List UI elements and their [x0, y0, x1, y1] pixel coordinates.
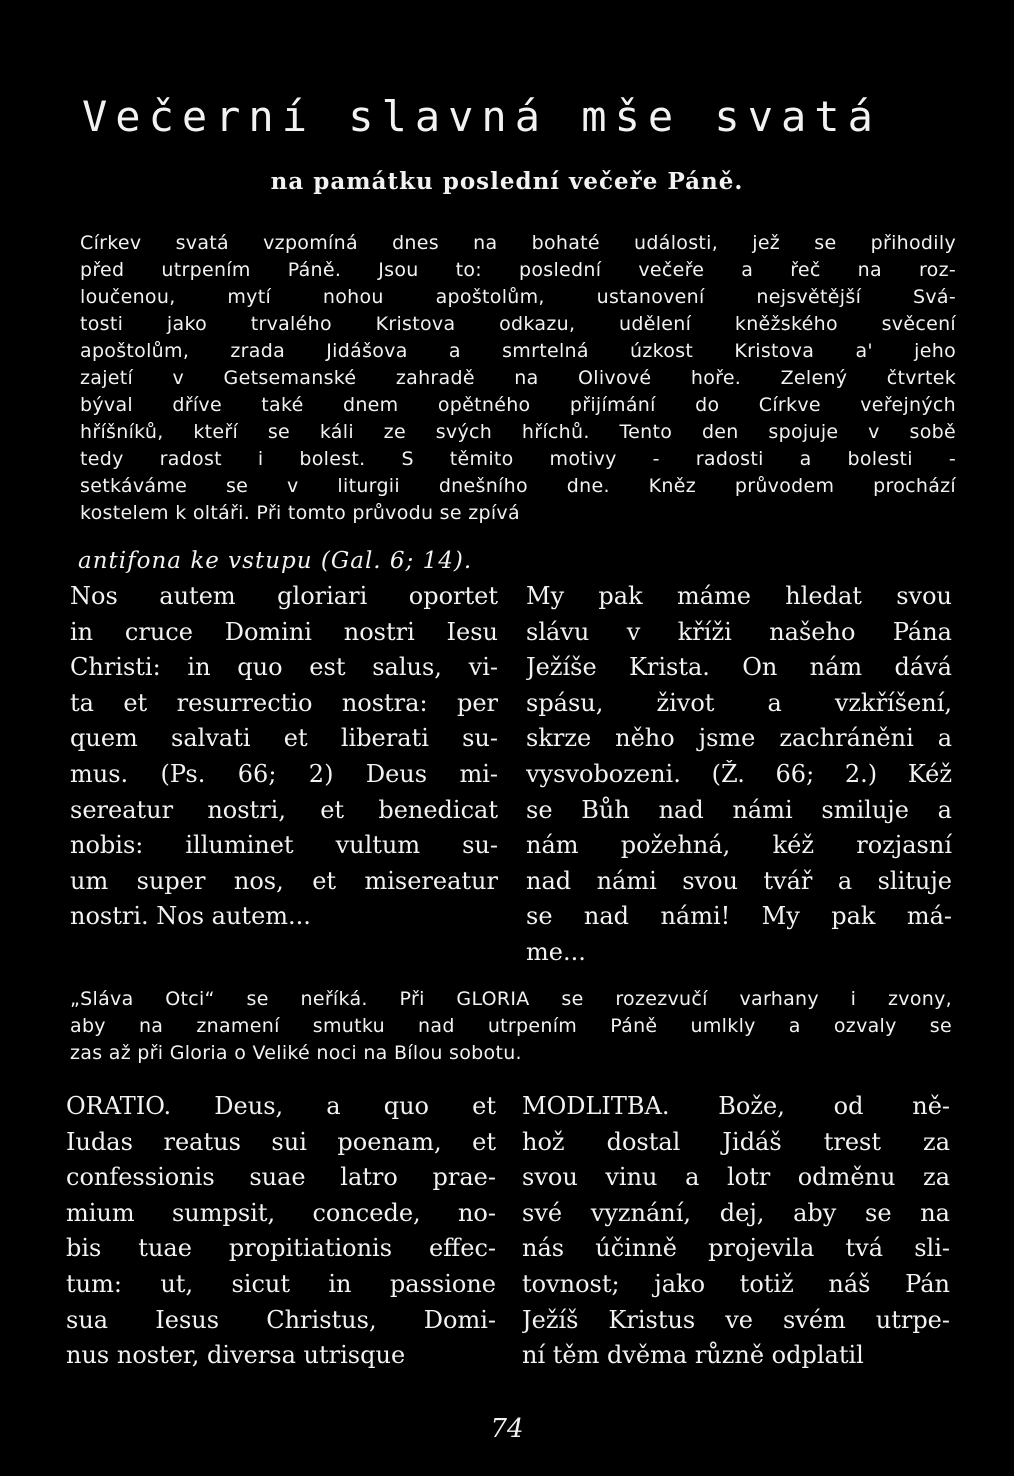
text-line: ORATIO. Deus, a quo et [66, 1092, 496, 1120]
text-line: slávu v kříži našeho Pána [526, 617, 952, 646]
text-line: mium sumpsit, concede, no- [66, 1198, 496, 1227]
text-line: bis tuae propitiationis effec- [66, 1234, 496, 1263]
text-line: apoštolům, zrada Jidášova a smrtelná úzkost Kristova a' jeho [80, 340, 956, 362]
text-line: se nad námi! My pak má- [526, 902, 952, 931]
text-line: svou vinu a lotr odměnu za [522, 1163, 950, 1192]
text-line: Iudas reatus sui poenam, et [66, 1127, 496, 1156]
text-line: hož dostal Jidáš trest za [522, 1127, 950, 1156]
page-title: Večerní slavná mše svatá [82, 92, 881, 141]
text-line: ta et resurrectio nostra: per [70, 688, 498, 717]
text-line: před utrpením Páně. Jsou to: poslední večeře a řeč na roz- [80, 259, 956, 281]
page-number: 74 [490, 1414, 524, 1444]
text-line: tum: ut, sicut in passione [66, 1269, 496, 1298]
text-line: me... [526, 937, 586, 966]
antiphon-czech-column [526, 582, 952, 974]
text-line: nás účinně projevila tvá sli- [522, 1234, 950, 1263]
text-line: zajetí v Getsemanské zahradě na Olivové hoře. Zelený čtvrtek [80, 367, 956, 389]
text-line: Ježíše Krista. On nám dává [526, 653, 952, 682]
text-line: spásu, život a vzkříšení, [526, 688, 952, 717]
text-line: kostelem k oltáři. Při tomto průvodu se zpívá [80, 502, 520, 524]
text-line: in cruce Domini nostri Iesu [70, 617, 498, 646]
text-line: býval dříve také dnem opětného přijímání do Církve veřejných [80, 394, 956, 416]
text-line: loučenou, mytí nohou apoštolům, ustanovení nejsvětější Svá- [80, 286, 956, 308]
text-line: nám požehná, kéž rozjasní [526, 831, 952, 860]
text-line: nobis: illuminet vultum su- [70, 831, 498, 860]
oratio-czech-column [522, 1092, 950, 1377]
text-line: mus. (Ps. 66; 2) Deus mi- [70, 759, 498, 788]
text-line: quem salvati et liberati su- [70, 724, 498, 753]
text-line: skrze něho jsme zachráněni a [526, 724, 952, 753]
text-line: vysvobozeni. (Ž. 66; 2.) Kéž [526, 759, 952, 788]
text-line: setkáváme se v liturgii dnešního dne. Kněz průvodem prochází [80, 475, 956, 497]
text-line: zas až při Gloria o Veliké noci na Bílou sobotu. [70, 1042, 522, 1064]
text-line: Christi: in quo est salus, vi- [70, 653, 498, 682]
text-line: nad námi svou tvář a slituje [526, 866, 952, 895]
text-line: sereatur nostri, et benedicat [70, 795, 498, 824]
page-subtitle: na památku poslední večeře Páně. [270, 168, 744, 195]
text-line: aby na znamení smutku nad utrpením Páně umlkly a ozvaly se [70, 1015, 952, 1037]
text-line: tedy radost i bolest. S těmito motivy - radosti a bolesti - [80, 448, 956, 470]
text-line: Nos autem gloriari oportet [70, 582, 498, 610]
antiphon-label: antifona ke vstupu (Gal. 6; 14). [78, 548, 473, 574]
text-line: se Bůh nad námi smiluje a [526, 795, 952, 824]
text-line: ní těm dvěma různě odplatil [522, 1341, 864, 1370]
text-line: hříšníků, kteří se káli ze svých hříchů. Tento den spojuje v sobě [80, 421, 956, 443]
text-line: své vyznání, dej, aby se na [522, 1198, 950, 1227]
text-line: „Sláva Otci“ se neříká. Při GLORIA se rozezvučí varhany i zvony, [70, 988, 952, 1010]
text-line: um super nos, et misereatur [70, 866, 498, 895]
text-line: sua Iesus Christus, Domi- [66, 1305, 496, 1334]
gloria-rubric [70, 988, 952, 1069]
intro-paragraph [80, 232, 956, 529]
text-line: confessionis suae latro prae- [66, 1163, 496, 1192]
oratio-latin-column [66, 1092, 496, 1377]
text-line: tovnost; jako totiž náš Pán [522, 1269, 950, 1298]
text-line: tosti jako trvalého Kristova odkazu, udělení kněžského svěcení [80, 313, 956, 335]
text-line: Církev svatá vzpomíná dnes na bohaté události, jež se přihodily [80, 232, 956, 254]
text-line: nus noster, diversa utrisque [66, 1341, 406, 1370]
text-line: MODLITBA. Bože, od ně- [522, 1092, 950, 1120]
text-line: My pak máme hledat svou [526, 582, 952, 610]
text-line: nostri. Nos autem... [70, 902, 311, 931]
antiphon-latin-column [70, 582, 498, 938]
text-line: Ježíš Kristus ve svém utrpe- [522, 1305, 950, 1334]
